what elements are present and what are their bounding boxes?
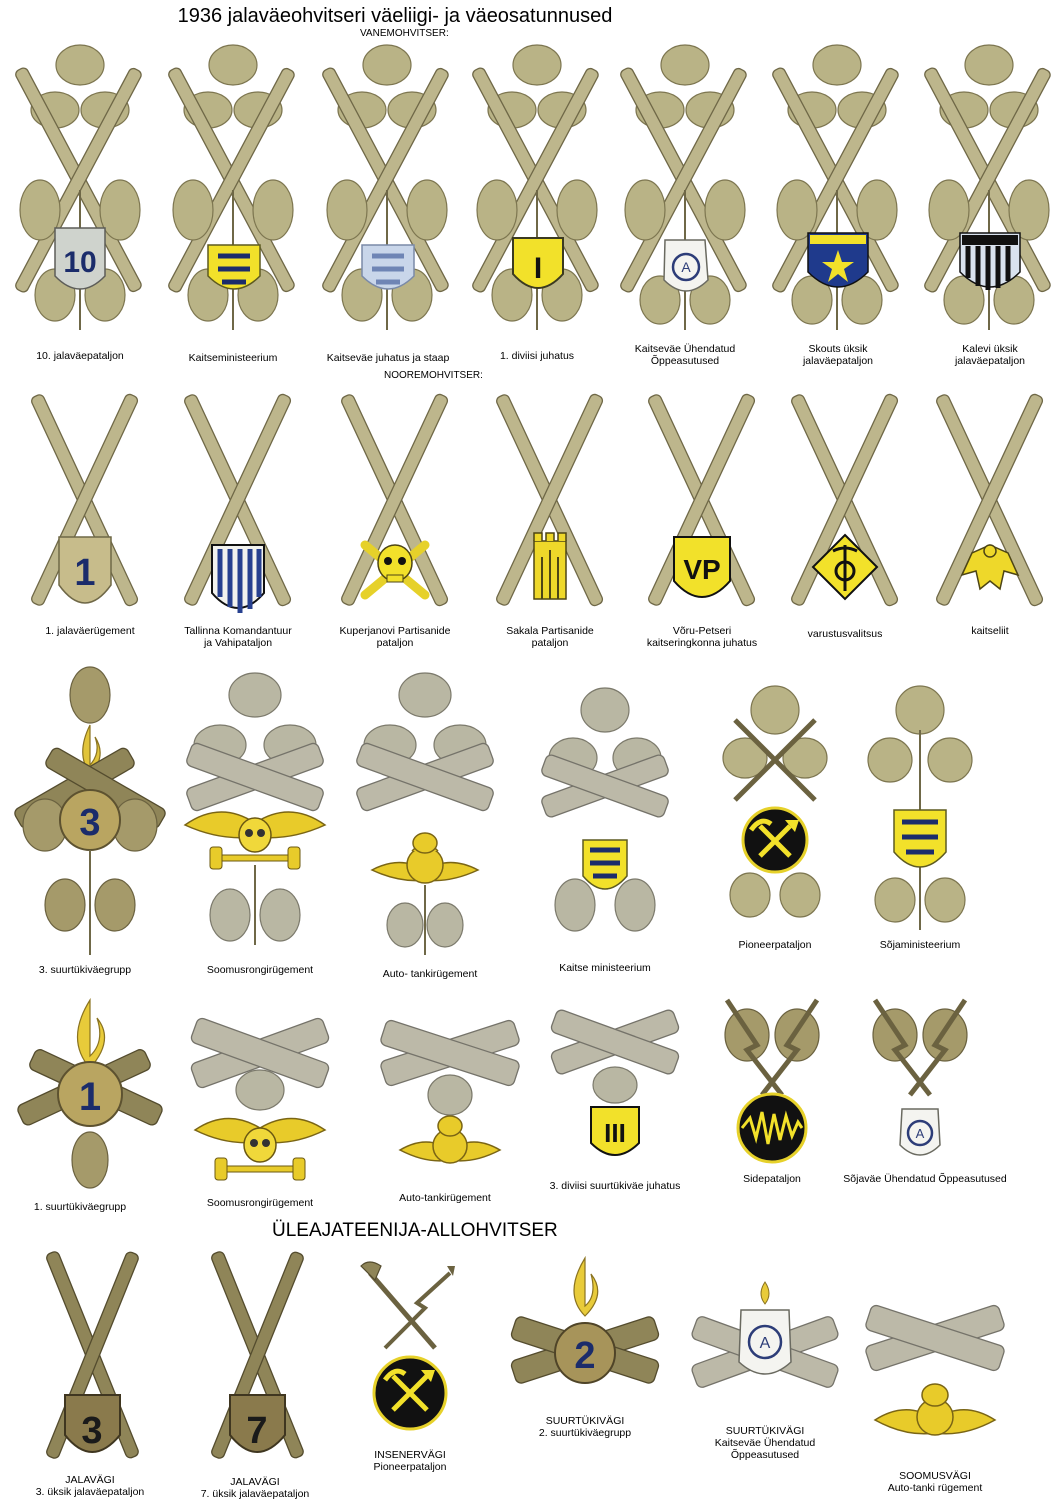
- caption-line: SUURTÜKIVÄGI: [545, 1415, 625, 1427]
- caption-line: Õppeasutused: [730, 1449, 800, 1461]
- badge-kalevi: [924, 40, 1054, 340]
- caption-line: Kaitse ministeerium: [559, 962, 651, 974]
- crossed-rifles-tower-icon: [490, 385, 610, 620]
- caption-pioneerpataljon-officer: [705, 939, 845, 951]
- badge-varustusvalitsus: [785, 385, 905, 620]
- crossed-rifles-oak-coat-of-arms-icon: [168, 40, 298, 340]
- caption-line: Soomusrongirügement: [206, 1197, 314, 1209]
- caption-line: ja Vahipataljon: [203, 637, 273, 649]
- caption-line: 7. üksik jalaväepataljon: [200, 1488, 310, 1500]
- caption-line: JALAVÄGI: [230, 1476, 280, 1488]
- caption-line: 3. diviisi suurtükiväe juhatus: [549, 1180, 681, 1192]
- caption-1-jalavaerugement: [25, 625, 155, 637]
- caption-suurtukivagi-2: [500, 1415, 670, 1439]
- badge-kaitsevae-juhatus: [322, 40, 452, 340]
- caption-sojavae-oppeasutused: [840, 1173, 1010, 1185]
- crossed-cannons-winged-helmet-icon: [350, 665, 500, 965]
- badge-jalavagi-7: [200, 1245, 315, 1470]
- crossed-cannons-coat-of-arms-icon: [535, 680, 675, 955]
- caption-line: Õppeasutused: [650, 355, 720, 367]
- caption-tallinna-komandantuur: [168, 625, 308, 649]
- lightning-oak-signal-disc-icon: [712, 990, 832, 1168]
- caption-line: Kaitseväe juhatus ja staap: [326, 352, 450, 364]
- badge-kaitse-ministeerium: [535, 680, 675, 955]
- crossed-cannons-winged-skull-icon: [185, 1000, 335, 1192]
- badge-kuperjanovi: [335, 385, 455, 620]
- caption-line: Sidepataljon: [743, 1173, 801, 1185]
- badge-sidepataljon: [712, 990, 832, 1168]
- caption-varustusvalitsus: [775, 628, 915, 640]
- crossed-rifles-shield-VP-icon: [642, 385, 762, 620]
- oak-coat-of-arms-icon: [860, 680, 980, 935]
- badge-kaitseliit: [930, 385, 1050, 620]
- grenade-crossed-cannons-2-icon: [505, 1258, 665, 1408]
- caption-1-suurtukivaegrupp: [15, 1201, 145, 1213]
- caption-line: SOOMUSVÄGI: [899, 1470, 971, 1482]
- caption-kuperjanovi: [325, 625, 465, 649]
- caption-line: varustusvalitsus: [807, 628, 883, 640]
- badge-1-suurtukivaegrupp: [15, 990, 165, 1200]
- badge-1-diviisi-juhatus: [472, 40, 602, 340]
- caption-suurtukivagi-oppeasutused: [680, 1425, 850, 1461]
- lightning-oak-emblem-A-icon: [860, 985, 980, 1165]
- caption-line: jalaväepataljon: [954, 355, 1026, 367]
- caption-soomusrongirugement-officer: [180, 964, 340, 976]
- badge-kaitsevae-oppeasutused: [620, 40, 750, 340]
- crossed-rifles-skull-crossbones-icon: [335, 385, 455, 620]
- badge-1-jalavaerugement: [25, 385, 145, 620]
- svg-text:7: 7: [246, 1410, 268, 1452]
- caption-sojaministeerium: [850, 939, 990, 951]
- caption-voru-petseri: [632, 625, 772, 649]
- badge-sakala: [490, 385, 610, 620]
- crossed-rifles-shield-7-icon: [200, 1245, 315, 1470]
- crossed-rifles-striped-shield-icon: [178, 385, 298, 620]
- crossed-rifles-eagle-icon: [930, 385, 1050, 620]
- crossed-rifles-oak-shield-10-icon: [15, 40, 145, 340]
- svg-text:VP: VP: [683, 554, 721, 585]
- caption-insenervagi: [335, 1449, 485, 1473]
- crossed-rifles-oak-shield-I-icon: [472, 40, 602, 340]
- caption-soomusvagi: [860, 1470, 1010, 1494]
- grenade-crossed-cannons-1-icon: [15, 990, 165, 1200]
- caption-auto-tankirugement-nco: [370, 1192, 520, 1204]
- badge-suurtukivagi-oppeasutused: [685, 1282, 845, 1412]
- badge-10-jalavaepataljon: [15, 40, 145, 340]
- badge-tallinna-komandantuur: [178, 385, 298, 620]
- caption-line: Kaitseministeerium: [188, 352, 278, 364]
- caption-kaitsevae-oppeasutused: [615, 343, 755, 367]
- badge-auto-tankirugement-nco: [375, 1000, 525, 1185]
- caption-10-jalavaepataljon: [15, 350, 145, 362]
- crossed-rifles-oak-scout-shield-icon: [772, 40, 902, 340]
- caption-3-suurtukivaegrupp: [10, 964, 160, 976]
- caption-line: pataljon: [376, 637, 414, 649]
- svg-text:A: A: [681, 259, 691, 275]
- badge-sojaministeerium: [860, 680, 980, 935]
- caption-line: pataljon: [531, 637, 569, 649]
- svg-text:3: 3: [81, 1410, 103, 1452]
- caption-kaitse-ministeerium: [525, 962, 685, 974]
- section-heading-nco: ÜLEAJATEENIJA-ALLOHVITSER: [272, 1220, 558, 1241]
- caption-line: Sõjaministeerium: [879, 939, 961, 951]
- caption-kaitsevae-juhatus: [318, 352, 458, 364]
- svg-text:3: 3: [79, 802, 101, 844]
- caption-jalavagi-3: [15, 1474, 165, 1498]
- svg-text:I: I: [533, 252, 543, 285]
- caption-line: Sõjaväe Ühendatud Õppeasutused: [843, 1173, 1007, 1185]
- crossed-cannons-winged-helmet-icon: [860, 1295, 1010, 1460]
- oak-pickaxe-axe-disc-icon: [715, 680, 835, 935]
- caption-line: 3. suurtükiväegrupp: [38, 964, 132, 976]
- crossed-rifles-oak-emblem-A-icon: [620, 40, 750, 340]
- badge-soomusrongirugement-officer: [180, 665, 330, 960]
- caption-line: Auto-tankirügement: [399, 1192, 491, 1204]
- caption-kaitseministeerium: [168, 352, 298, 364]
- crossed-rifles-shield-3-icon: [35, 1245, 150, 1470]
- badge-kaitseministeerium: [168, 40, 298, 340]
- crossed-cannons-winged-skull-icon: [180, 665, 330, 960]
- crossed-rifles-oak-blue-coat-of-arms-icon: [322, 40, 452, 340]
- caption-line: INSENERVÄGI: [374, 1449, 446, 1461]
- badge-skouts: [772, 40, 902, 340]
- crossed-cannons-winged-helmet-icon: [375, 1000, 525, 1185]
- badge-insenervagi: [355, 1258, 465, 1438]
- caption-line: 2. suurtükiväegrupp: [538, 1427, 632, 1439]
- svg-text:III: III: [604, 1118, 626, 1148]
- svg-text:A: A: [759, 1335, 771, 1352]
- caption-soomusrongirugement-nco: [185, 1197, 335, 1209]
- badge-soomusvagi: [860, 1295, 1010, 1460]
- caption-line: kaitseliit: [971, 625, 1009, 637]
- caption-line: jalaväepataljon: [802, 355, 874, 367]
- badge-3-diviisi-suurtukivae-juhatus: [545, 995, 685, 1170]
- crossed-rifles-shield-1-icon: [25, 385, 145, 620]
- badge-soomusrongirugement-nco: [185, 1000, 335, 1192]
- crossed-cannons-shield-III-icon: [545, 995, 685, 1170]
- caption-line: Soomusrongirügement: [206, 964, 314, 976]
- caption-line: Sakala Partisanide: [506, 625, 594, 637]
- svg-text:1: 1: [74, 552, 96, 594]
- page-title: 1936 jalaväeohvitseri väeliigi- ja väeosatunnused: [177, 5, 613, 27]
- crossed-rifles-oak-striped-shield-icon: [924, 40, 1054, 340]
- caption-line: 10. jalaväepataljon: [36, 350, 124, 362]
- caption-sidepataljon: [702, 1173, 842, 1185]
- svg-text:1: 1: [78, 1075, 102, 1119]
- caption-line: 3. üksik jalaväepataljon: [35, 1486, 145, 1498]
- caption-line: 1. suurtükiväegrupp: [33, 1201, 127, 1213]
- badge-jalavagi-3: [35, 1245, 150, 1470]
- caption-line: Kuperjanovi Partisanide: [339, 625, 451, 637]
- section-heading-senior-officer: VANEMOHVITSER:: [360, 28, 449, 39]
- caption-line: Auto-tanki rügement: [887, 1482, 983, 1494]
- caption-skouts: [768, 343, 908, 367]
- caption-line: 1. diviisi juhatus: [499, 350, 575, 362]
- caption-line: Auto- tankirügement: [382, 968, 478, 980]
- svg-text:10: 10: [63, 246, 97, 279]
- caption-1-diviisi-juhatus: [472, 350, 602, 362]
- badge-3-suurtukivaegrupp: [15, 665, 165, 960]
- badge-auto-tankirugement-officer: [350, 665, 500, 965]
- caption-line: JALAVÄGI: [65, 1474, 115, 1486]
- caption-line: Skouts üksik: [808, 343, 868, 355]
- caption-line: Pioneerpataljon: [738, 939, 812, 951]
- badge-sojavae-oppeasutused: [860, 985, 980, 1165]
- caption-3-diviisi-suurtukivae-juhatus: [540, 1180, 690, 1192]
- caption-line: Pioneerpataljon: [373, 1461, 447, 1473]
- caption-line: Tallinna Komandantuur: [184, 625, 292, 637]
- crossed-rifles-caduceus-diamond-icon: [785, 385, 905, 620]
- caption-jalavagi-7: [180, 1476, 330, 1500]
- svg-text:A: A: [915, 1126, 925, 1141]
- caption-line: Võru-Petseri: [672, 625, 732, 637]
- caption-line: SUURTÜKIVÄGI: [725, 1425, 805, 1437]
- caption-sakala: [480, 625, 620, 649]
- badge-voru-petseri: [642, 385, 762, 620]
- caption-kaitseliit: [920, 625, 1060, 637]
- caption-line: Kaitseväe Ühendatud: [714, 1437, 816, 1449]
- section-heading-junior-officer: NOOREMOHVITSER:: [384, 370, 483, 381]
- grenade-crossed-cannons-3-icon: [15, 665, 165, 960]
- badge-pioneerpataljon-officer: [715, 680, 835, 935]
- crossed-cannons-emblem-A-icon: [685, 1282, 845, 1412]
- caption-line: Kalevi üksik: [962, 343, 1018, 355]
- badge-suurtukivagi-2: [505, 1258, 665, 1408]
- caption-kalevi: [920, 343, 1060, 367]
- caption-line: 1. jalaväerügement: [45, 625, 135, 637]
- svg-text:2: 2: [574, 1335, 596, 1377]
- crossed-axe-lightning-disc-icon: [355, 1258, 465, 1438]
- caption-line: Kaitseväe Ühendatud: [634, 343, 736, 355]
- caption-line: kaitseringkonna juhatus: [646, 637, 758, 649]
- caption-auto-tankirugement-officer: [350, 968, 510, 980]
